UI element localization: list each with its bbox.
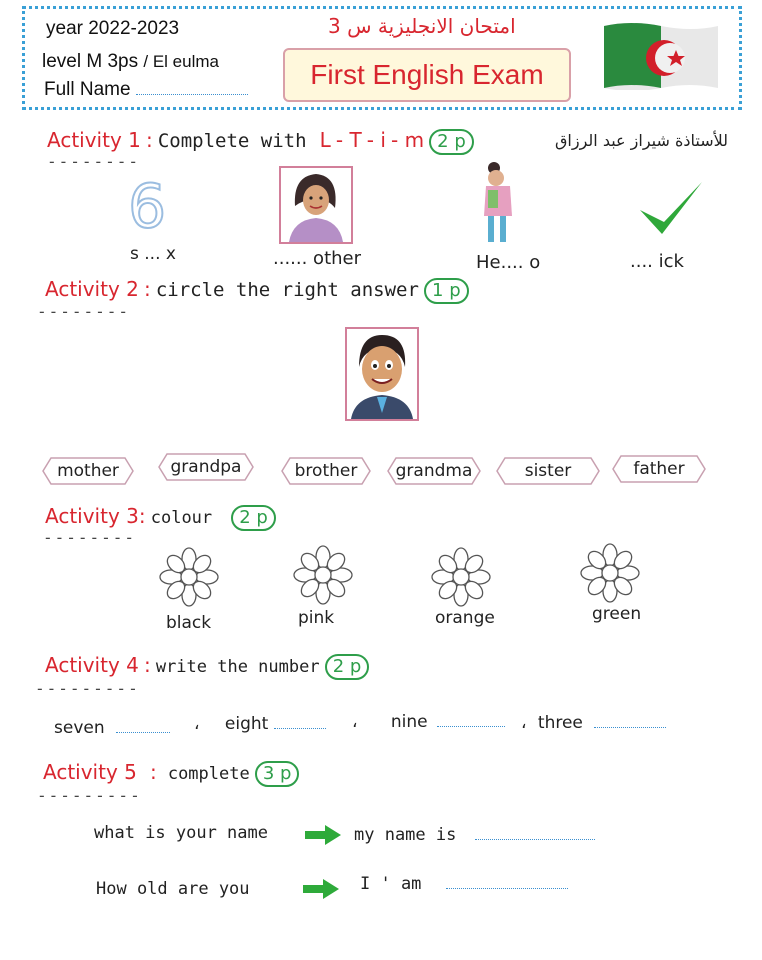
level-info (42, 51, 219, 73)
option-grandpa[interactable] (158, 452, 254, 482)
colour-pink: pink (298, 608, 335, 628)
number-nine-label: nine (390, 712, 428, 732)
item-hello: He.... o (476, 252, 541, 273)
full-name-blank[interactable] (136, 94, 248, 95)
activity1-label: Activity 1 (47, 128, 141, 152)
check-mark-icon (636, 178, 706, 244)
flower-icon[interactable] (157, 545, 221, 613)
number-eight-label: eight (224, 714, 269, 734)
letter-m: m (404, 128, 425, 152)
number-seven (54, 718, 170, 738)
option-grandpa-label: grandpa (170, 457, 242, 477)
number-nine-blank[interactable] (437, 726, 505, 727)
answer-age (360, 874, 568, 894)
option-grandma-label: grandma (395, 461, 473, 481)
option-grandma[interactable] (387, 456, 481, 486)
activity3-points: 2 p (231, 505, 276, 531)
activity2-points: 1 p (424, 278, 469, 304)
colour-orange: orange (435, 608, 495, 628)
arrow-right-icon (305, 825, 341, 849)
activity2-instruction: circle the right answer (155, 279, 419, 301)
activity3-colon: : (138, 504, 146, 528)
option-mother[interactable] (42, 456, 134, 486)
activity4-points: 2 p (325, 654, 370, 680)
letter-l: L (319, 128, 331, 152)
activity5-instruction: complete (167, 764, 250, 784)
activity5-label: Activity 5 (43, 760, 137, 784)
option-sister[interactable] (496, 456, 600, 486)
colour-black: black (166, 613, 212, 633)
full-name-line (44, 79, 248, 101)
colour-green: green (592, 604, 642, 624)
item-tick: .... ick (630, 251, 684, 272)
answer-age-blank[interactable] (446, 888, 568, 889)
activity4-heading (45, 653, 369, 680)
full-name-label: Full Name (44, 79, 131, 100)
exam-title-box (283, 48, 571, 102)
activity3-label: Activity 3 (45, 504, 139, 528)
activity2-label: Activity 2 (45, 277, 139, 301)
answer-age-label: I ' am (360, 874, 422, 894)
activity1-heading: Activity 1 : Complete with L - T - i - m 2 p (47, 128, 474, 155)
number-eight-blank[interactable] (274, 728, 326, 729)
arabic-title: امتحان الانجليزية س 3 (328, 14, 516, 38)
option-brother[interactable] (281, 456, 371, 486)
number-three-label: three (537, 713, 583, 733)
activity5-heading (43, 760, 299, 787)
activity4-label: Activity 4 (45, 653, 139, 677)
activity1-underline: -------- (47, 152, 141, 171)
letter-i: i (380, 128, 386, 152)
option-sister-label: sister (524, 461, 572, 481)
digit-six: 6 (128, 172, 167, 242)
question-name: what is your name (94, 823, 268, 843)
activity3-underline: -------- (43, 528, 137, 547)
activity1-colon: : (145, 128, 153, 152)
answer-name (354, 825, 595, 845)
activity4-instruction: write the number (155, 657, 320, 677)
activity2-underline: -------- (37, 302, 131, 321)
answer-name-blank[interactable] (475, 839, 595, 840)
activity1-instruction: Complete with (157, 130, 307, 152)
item-mother: ...... other (273, 248, 362, 269)
activity2-heading (45, 277, 469, 304)
algeria-flag (600, 18, 722, 94)
option-brother-label: brother (294, 461, 358, 481)
flower-icon[interactable] (578, 541, 642, 609)
question-age: How old are you (96, 879, 250, 899)
activity3-heading (45, 504, 276, 531)
arrow-right-icon (303, 879, 339, 903)
flower-icon[interactable] (291, 543, 355, 611)
number-three-blank[interactable] (594, 727, 666, 728)
activity3-instruction: colour (150, 508, 213, 528)
answer-name-label: my name is (354, 825, 457, 845)
number-seven-label: seven (54, 718, 105, 738)
option-father[interactable] (612, 454, 706, 484)
activity2-colon: : (143, 277, 151, 301)
flower-icon[interactable] (429, 545, 493, 613)
girl-picture (279, 166, 353, 248)
activity4-colon: : (143, 653, 151, 677)
option-mother-label: mother (57, 461, 119, 481)
level-text: level M 3ps (42, 51, 139, 72)
number-eight: ، eight (194, 714, 326, 734)
number-three: ، three (521, 713, 666, 733)
school-text: / El eulma (143, 52, 219, 71)
boy-picture (345, 327, 419, 425)
activity5-colon: : (149, 760, 157, 784)
number-nine: ، nine (352, 712, 505, 732)
activity5-points: 3 p (255, 761, 300, 787)
activity5-underline: --------- (37, 786, 142, 805)
teacher-name: للأستاذة شيراز عبد الرزاق (555, 131, 729, 150)
option-father-label: father (633, 459, 685, 479)
exam-title: First English Exam (310, 59, 544, 90)
girl-walking-picture (470, 160, 526, 256)
letter-t: T (349, 128, 362, 152)
activity1-points: 2 p (429, 129, 474, 155)
school-year: year 2022-2023 (46, 18, 180, 39)
item-six: s ... x (130, 244, 176, 264)
activity4-underline: --------- (35, 679, 140, 698)
number-seven-blank[interactable] (116, 732, 170, 733)
